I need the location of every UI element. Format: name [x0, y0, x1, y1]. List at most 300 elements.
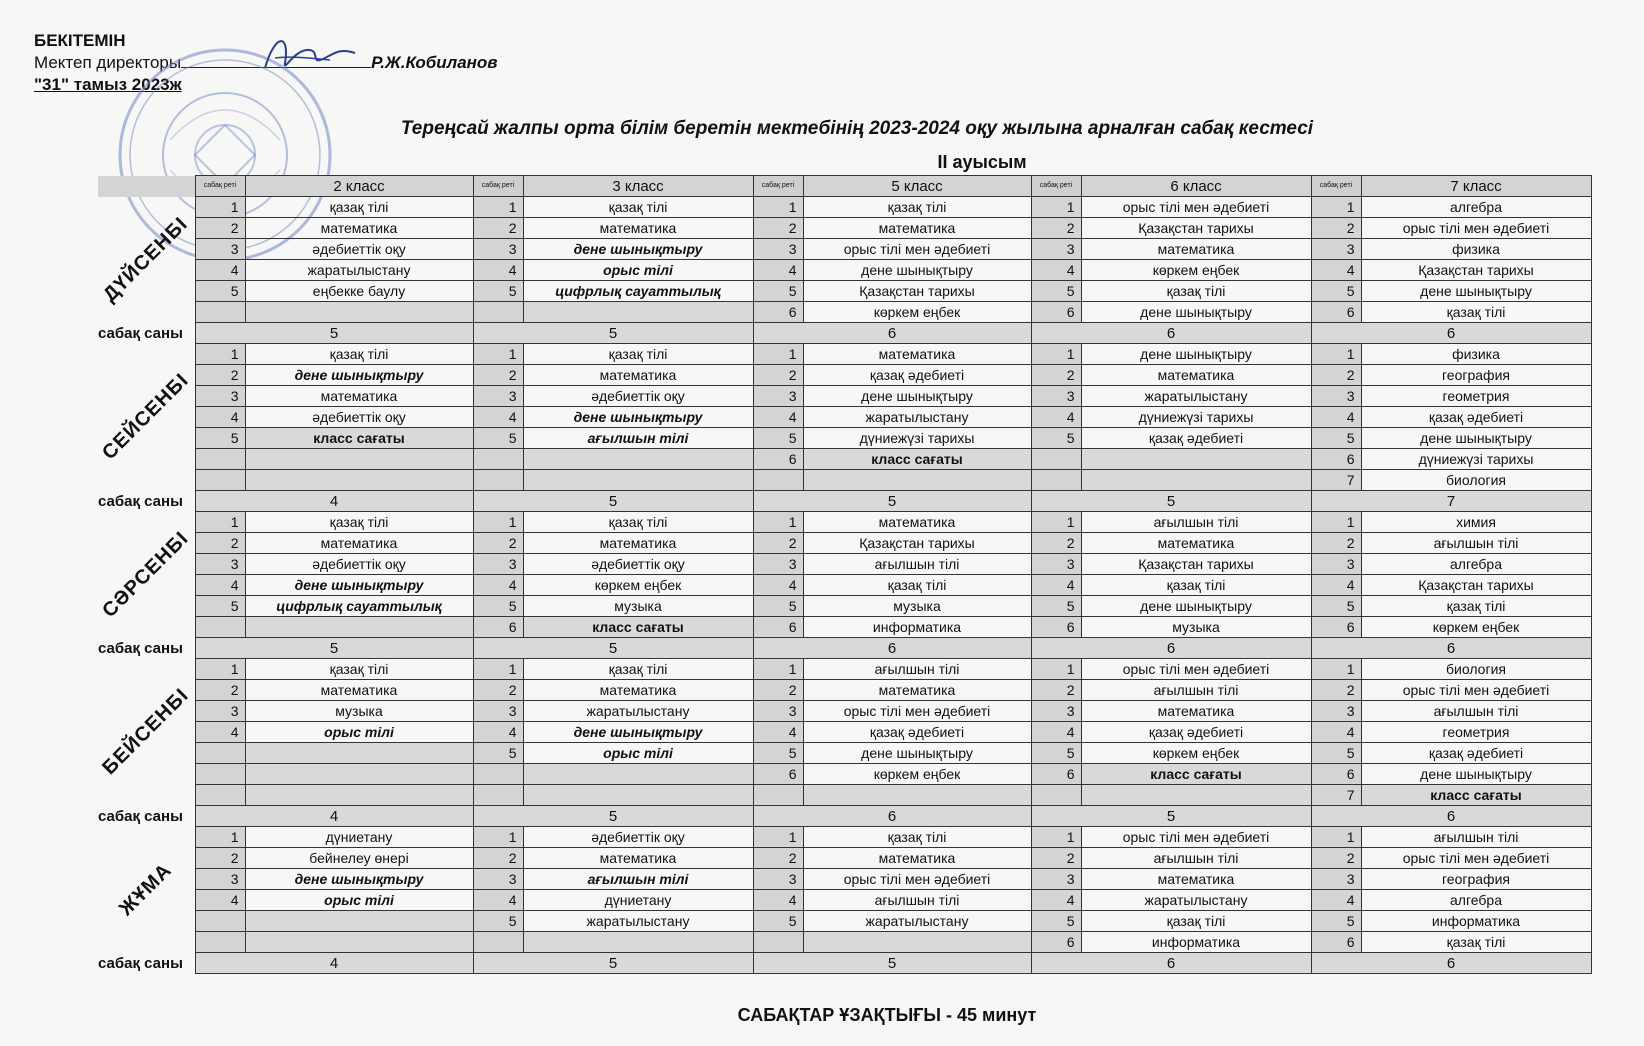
subject-cell: музыка	[245, 701, 473, 722]
lesson-number: 2	[1031, 218, 1081, 239]
subject-cell: Қазақстан тарихы	[1361, 575, 1591, 596]
subject-cell: әдебиеттік оқу	[523, 827, 753, 848]
lesson-number: 3	[195, 239, 245, 260]
lesson-number	[753, 932, 803, 953]
lesson-number: 2	[1031, 848, 1081, 869]
lesson-count: 5	[473, 638, 753, 659]
lesson-number: 5	[753, 743, 803, 764]
lesson-number: 1	[195, 659, 245, 680]
subject-cell: математика	[803, 680, 1031, 701]
lesson-number: 3	[195, 701, 245, 722]
lesson-number: 4	[473, 407, 523, 428]
lesson-order-header: сабақ реті	[753, 176, 803, 197]
lesson-number: 2	[753, 533, 803, 554]
lesson-number: 2	[1311, 533, 1361, 554]
lesson-number: 4	[195, 575, 245, 596]
lesson-number: 4	[1031, 722, 1081, 743]
lesson-number: 3	[1311, 554, 1361, 575]
subject-cell	[1081, 470, 1311, 491]
lesson-count: 6	[1031, 638, 1311, 659]
subject-cell: қазақ тілі	[1361, 302, 1591, 323]
lesson-number: 6	[473, 617, 523, 638]
subject-cell: дене шынықтыру	[245, 869, 473, 890]
subject-cell: бейнелеу өнері	[245, 848, 473, 869]
subject-cell: қазақ әдебиеті	[1081, 428, 1311, 449]
lesson-count: 5	[195, 323, 473, 344]
lesson-number: 2	[195, 848, 245, 869]
lesson-number: 1	[753, 512, 803, 533]
lesson-number: 5	[753, 596, 803, 617]
lesson-number: 4	[753, 722, 803, 743]
lesson-number: 2	[1311, 680, 1361, 701]
subject-cell: ағылшын тілі	[1361, 701, 1591, 722]
lesson-number: 4	[473, 722, 523, 743]
lesson-number: 2	[1311, 218, 1361, 239]
subject-cell	[523, 470, 753, 491]
subject-cell: көркем еңбек	[1081, 260, 1311, 281]
day-label-cell	[98, 827, 195, 953]
lesson-row	[98, 533, 1591, 554]
lesson-number	[473, 470, 523, 491]
lesson-number: 1	[473, 197, 523, 218]
subject-cell: дүниежүзі тарихы	[1361, 449, 1591, 470]
subject-cell: математика	[803, 848, 1031, 869]
lesson-number: 6	[753, 617, 803, 638]
lesson-number: 5	[1031, 743, 1081, 764]
subject-cell: қазақ әдебиеті	[1081, 722, 1311, 743]
lesson-number: 2	[195, 218, 245, 239]
subject-cell: қазақ тілі	[523, 197, 753, 218]
subject-cell: дене шынықтыру	[523, 407, 753, 428]
lesson-row	[98, 869, 1591, 890]
lesson-count: 6	[753, 638, 1031, 659]
lesson-number: 2	[473, 218, 523, 239]
lesson-number: 4	[473, 575, 523, 596]
lesson-row	[98, 428, 1591, 449]
subject-cell: Қазақстан тарихы	[1081, 554, 1311, 575]
lesson-number: 3	[1311, 386, 1361, 407]
lesson-number: 2	[753, 848, 803, 869]
lesson-number: 3	[195, 554, 245, 575]
lesson-number	[195, 911, 245, 932]
subject-cell: орыс тілі	[523, 743, 753, 764]
subject-cell: математика	[803, 344, 1031, 365]
lesson-number: 5	[1031, 911, 1081, 932]
lesson-number: 1	[1031, 827, 1081, 848]
schedule-table	[98, 175, 1592, 974]
subject-cell: орыс тілі мен әдебиеті	[1081, 827, 1311, 848]
lesson-row	[98, 617, 1591, 638]
subject-cell	[245, 449, 473, 470]
lesson-number	[753, 470, 803, 491]
lesson-row	[98, 890, 1591, 911]
lesson-number: 5	[753, 911, 803, 932]
lesson-number: 7	[1311, 470, 1361, 491]
subject-cell: дүниетану	[245, 827, 473, 848]
subject-cell	[245, 911, 473, 932]
lesson-count-row	[98, 638, 1591, 659]
subject-cell: қазақ тілі	[523, 512, 753, 533]
lesson-number: 5	[473, 281, 523, 302]
lesson-count: 5	[753, 953, 1031, 974]
subject-cell: информатика	[1361, 911, 1591, 932]
subject-cell: дене шынықтыру	[1361, 428, 1591, 449]
lesson-number	[195, 764, 245, 785]
lesson-number: 4	[1311, 890, 1361, 911]
subject-cell: орыс тілі	[245, 890, 473, 911]
lesson-number: 4	[473, 890, 523, 911]
lesson-row	[98, 260, 1591, 281]
lesson-number: 6	[1031, 302, 1081, 323]
subject-cell: орыс тілі мен әдебиеті	[803, 701, 1031, 722]
lesson-number: 2	[1031, 680, 1081, 701]
subject-cell: қазақ тілі	[803, 197, 1031, 218]
subject-cell: қазақ тілі	[245, 344, 473, 365]
subject-cell: қазақ тілі	[523, 344, 753, 365]
lesson-number: 6	[1031, 617, 1081, 638]
lesson-number: 5	[1031, 596, 1081, 617]
lesson-number: 5	[1311, 281, 1361, 302]
lesson-count: 5	[473, 806, 753, 827]
subject-cell: көркем еңбек	[523, 575, 753, 596]
subject-cell: дене шынықтыру	[1081, 302, 1311, 323]
lesson-row	[98, 827, 1591, 848]
lesson-number: 4	[1311, 722, 1361, 743]
subject-cell: орыс тілі	[523, 260, 753, 281]
subject-cell: көркем еңбек	[1081, 743, 1311, 764]
lesson-number: 3	[195, 869, 245, 890]
subject-cell: география	[1361, 365, 1591, 386]
subject-cell	[523, 449, 753, 470]
lesson-number	[1031, 449, 1081, 470]
lesson-number: 3	[473, 386, 523, 407]
lesson-row	[98, 218, 1591, 239]
lesson-number: 2	[753, 365, 803, 386]
lesson-number: 3	[1031, 869, 1081, 890]
subject-cell: орыс тілі мен әдебиеті	[803, 239, 1031, 260]
subject-cell: қазақ тілі	[1361, 932, 1591, 953]
lesson-count-row	[98, 323, 1591, 344]
director-signature	[255, 28, 365, 83]
lesson-number: 2	[1031, 533, 1081, 554]
subject-cell: математика	[523, 218, 753, 239]
subject-cell: дүниетану	[523, 890, 753, 911]
shift-label: ІІ ауысым	[937, 152, 1027, 172]
subject-cell: қазақ әдебиеті	[803, 365, 1031, 386]
subject-cell: қазақ әдебиеті	[1361, 743, 1591, 764]
lesson-number: 1	[753, 659, 803, 680]
lesson-number: 2	[1311, 848, 1361, 869]
subject-cell: математика	[523, 365, 753, 386]
subject-cell: жаратылыстану	[1081, 890, 1311, 911]
lesson-number: 5	[1311, 911, 1361, 932]
subject-cell: орыс тілі мен әдебиеті	[1361, 680, 1591, 701]
subject-cell: жаратылыстану	[1081, 386, 1311, 407]
subject-cell: әдебиеттік оқу	[245, 407, 473, 428]
lesson-number: 4	[1031, 575, 1081, 596]
subject-cell: қазақ тілі	[245, 659, 473, 680]
subject-cell	[245, 785, 473, 806]
lesson-number	[195, 743, 245, 764]
lesson-count: 7	[1311, 491, 1591, 512]
lesson-number: 3	[1031, 701, 1081, 722]
day-label-cell	[98, 197, 195, 323]
lesson-duration-footer: САБАҚТАР ҰЗАҚТЫҒЫ - 45 минут	[737, 1005, 1037, 1025]
subject-cell: музыка	[1081, 617, 1311, 638]
lesson-row	[98, 785, 1591, 806]
subject-cell: қазақ тілі	[245, 197, 473, 218]
header-corner	[98, 176, 195, 197]
lesson-number: 1	[1031, 659, 1081, 680]
lesson-number: 1	[1311, 659, 1361, 680]
subject-cell	[245, 932, 473, 953]
subject-cell: дене шынықтыру	[803, 743, 1031, 764]
lesson-number: 5	[473, 428, 523, 449]
subject-cell: жаратылыстану	[523, 911, 753, 932]
lesson-number: 2	[1031, 365, 1081, 386]
subject-cell: орыс тілі	[245, 722, 473, 743]
lesson-number: 1	[1311, 197, 1361, 218]
approval-heading: БЕКІТЕМІН	[34, 31, 126, 50]
lesson-number: 6	[1311, 932, 1361, 953]
lesson-number	[473, 302, 523, 323]
subject-cell: класс сағаты	[523, 617, 753, 638]
subject-cell	[803, 785, 1031, 806]
lesson-number: 4	[1311, 407, 1361, 428]
subject-cell	[245, 743, 473, 764]
lesson-number: 1	[1031, 197, 1081, 218]
lesson-count: 6	[1311, 323, 1591, 344]
lesson-count: 5	[195, 638, 473, 659]
lesson-order-header: сабақ реті	[1311, 176, 1361, 197]
subject-cell	[803, 470, 1031, 491]
subject-cell: математика	[523, 533, 753, 554]
lesson-number: 5	[753, 428, 803, 449]
subject-cell: ағылшын тілі	[803, 659, 1031, 680]
lesson-number: 2	[195, 680, 245, 701]
lesson-number: 5	[473, 911, 523, 932]
lesson-number: 1	[753, 344, 803, 365]
lesson-number	[195, 470, 245, 491]
subject-cell: көркем еңбек	[803, 302, 1031, 323]
lesson-row	[98, 701, 1591, 722]
lesson-count-label: сабақ саны	[98, 324, 183, 342]
lesson-row	[98, 365, 1591, 386]
lesson-number	[195, 785, 245, 806]
lesson-order-header: сабақ реті	[195, 176, 245, 197]
lesson-number: 1	[195, 344, 245, 365]
director-name: Р.Ж.Кобиланов	[371, 53, 498, 72]
subject-cell: математика	[245, 680, 473, 701]
subject-cell: дене шынықтыру	[523, 239, 753, 260]
lesson-number: 1	[1311, 512, 1361, 533]
subject-cell: математика	[245, 533, 473, 554]
lesson-number: 3	[753, 239, 803, 260]
subject-cell	[1081, 785, 1311, 806]
lesson-row	[98, 764, 1591, 785]
subject-cell	[803, 932, 1031, 953]
lesson-number: 6	[1311, 449, 1361, 470]
subject-cell: Қазақстан тарихы	[803, 533, 1031, 554]
subject-cell: алгебра	[1361, 554, 1591, 575]
subject-cell: қазақ тілі	[803, 827, 1031, 848]
lesson-number: 5	[1031, 281, 1081, 302]
subject-cell: цифрлық сауаттылық	[523, 281, 753, 302]
subject-cell: орыс тілі мен әдебиеті	[1361, 218, 1591, 239]
lesson-number: 1	[1031, 344, 1081, 365]
subject-cell: қазақ тілі	[1081, 575, 1311, 596]
lesson-number: 1	[195, 827, 245, 848]
subject-cell: ағылшын тілі	[1081, 680, 1311, 701]
lesson-row	[98, 743, 1591, 764]
lesson-row	[98, 281, 1591, 302]
lesson-number: 1	[753, 197, 803, 218]
lesson-number: 2	[473, 680, 523, 701]
day-name: ДҮЙСЕНБІ	[99, 212, 193, 306]
lesson-count: 6	[753, 806, 1031, 827]
lesson-number: 4	[195, 260, 245, 281]
subject-cell: әдебиеттік оқу	[523, 554, 753, 575]
subject-cell: ағылшын тілі	[523, 428, 753, 449]
subject-cell: жаратылыстану	[803, 911, 1031, 932]
approval-date: "31" тамыз 2023ж	[34, 75, 182, 94]
subject-cell: қазақ тілі	[1361, 596, 1591, 617]
subject-cell: дене шынықтыру	[1361, 281, 1591, 302]
lesson-row	[98, 344, 1591, 365]
subject-cell: қазақ тілі	[1081, 281, 1311, 302]
lesson-count-label: сабақ саны	[98, 807, 183, 825]
lesson-number: 3	[473, 554, 523, 575]
lesson-number: 4	[1311, 575, 1361, 596]
lesson-number: 2	[1311, 365, 1361, 386]
lesson-number: 4	[1031, 407, 1081, 428]
lesson-number: 5	[1311, 743, 1361, 764]
subject-cell: дене шынықтыру	[1361, 764, 1591, 785]
subject-cell: цифрлық сауаттылық	[245, 596, 473, 617]
lesson-number: 4	[753, 260, 803, 281]
lesson-count: 6	[1311, 806, 1591, 827]
lesson-number: 4	[753, 575, 803, 596]
subject-cell: дене шынықтыру	[245, 365, 473, 386]
lesson-number: 2	[753, 680, 803, 701]
subject-cell: информатика	[803, 617, 1031, 638]
day-label-cell	[98, 512, 195, 638]
subject-cell: алгебра	[1361, 890, 1591, 911]
lesson-row	[98, 554, 1591, 575]
subject-cell: қазақ тілі	[803, 575, 1031, 596]
subject-cell: орыс тілі мен әдебиеті	[1081, 197, 1311, 218]
lesson-count: 6	[1031, 953, 1311, 974]
lesson-count: 5	[1031, 491, 1311, 512]
subject-cell: әдебиеттік оқу	[245, 554, 473, 575]
lesson-number: 3	[1311, 239, 1361, 260]
lesson-number: 3	[753, 554, 803, 575]
lesson-count-row	[98, 491, 1591, 512]
lesson-number: 5	[473, 596, 523, 617]
subject-cell	[245, 470, 473, 491]
lesson-row	[98, 596, 1591, 617]
class-header: 5 класс	[803, 176, 1031, 197]
lesson-count: 6	[1311, 638, 1591, 659]
lesson-row	[98, 512, 1591, 533]
subject-cell: ағылшын тілі	[1361, 827, 1591, 848]
lesson-number: 4	[753, 890, 803, 911]
lesson-count: 4	[195, 806, 473, 827]
subject-cell: ағылшын тілі	[523, 869, 753, 890]
subject-cell: класс сағаты	[1081, 764, 1311, 785]
lesson-count: 5	[473, 323, 753, 344]
lesson-number: 5	[195, 596, 245, 617]
class-header: 2 класс	[245, 176, 473, 197]
subject-cell: дене шынықтыру	[1081, 344, 1311, 365]
subject-cell	[523, 302, 753, 323]
lesson-number: 4	[195, 722, 245, 743]
subject-cell: ағылшын тілі	[1361, 533, 1591, 554]
lesson-number: 2	[753, 218, 803, 239]
lesson-count: 6	[753, 323, 1031, 344]
lesson-count: 5	[1031, 806, 1311, 827]
subject-cell: орыс тілі мен әдебиеті	[803, 869, 1031, 890]
subject-cell: дене шынықтыру	[803, 386, 1031, 407]
lesson-count: 6	[1031, 323, 1311, 344]
day-label-cell	[98, 344, 195, 491]
lesson-number: 6	[753, 449, 803, 470]
lesson-order-header: сабақ реті	[473, 176, 523, 197]
page-title: Тереңсай жалпы орта білім беретін мектебінің 2023-2024 оқу жылына арналған сабақ кестесі	[400, 118, 1314, 139]
lesson-row	[98, 197, 1591, 218]
subject-cell	[245, 302, 473, 323]
subject-cell: Қазақстан тарихы	[1361, 260, 1591, 281]
lesson-number: 4	[1311, 260, 1361, 281]
subject-cell: орыс тілі мен әдебиеті	[1081, 659, 1311, 680]
lesson-number: 1	[1031, 512, 1081, 533]
subject-cell: Қазақстан тарихы	[803, 281, 1031, 302]
subject-cell: дүниежүзі тарихы	[1081, 407, 1311, 428]
subject-cell: дене шынықтыру	[803, 260, 1031, 281]
subject-cell: геометрия	[1361, 386, 1591, 407]
lesson-number: 4	[195, 890, 245, 911]
subject-cell: биология	[1361, 659, 1591, 680]
lesson-number: 2	[195, 533, 245, 554]
lesson-count: 4	[195, 953, 473, 974]
lesson-number: 1	[473, 659, 523, 680]
lesson-number: 1	[473, 344, 523, 365]
subject-cell: әдебиеттік оқу	[245, 239, 473, 260]
lesson-number: 2	[473, 848, 523, 869]
lesson-count: 4	[195, 491, 473, 512]
lesson-number: 1	[473, 512, 523, 533]
lesson-number: 3	[1031, 554, 1081, 575]
lesson-number: 1	[195, 197, 245, 218]
lesson-number: 5	[1311, 428, 1361, 449]
lesson-count: 6	[1311, 953, 1591, 974]
subject-cell	[523, 932, 753, 953]
lesson-number: 1	[473, 827, 523, 848]
subject-cell: информатика	[1081, 932, 1311, 953]
subject-cell: дүниежүзі тарихы	[803, 428, 1031, 449]
lesson-count-row	[98, 953, 1591, 974]
lesson-number: 5	[1031, 428, 1081, 449]
subject-cell: көркем еңбек	[803, 764, 1031, 785]
subject-cell: Қазақстан тарихы	[1081, 218, 1311, 239]
lesson-number	[195, 617, 245, 638]
day-name: ЖҰМА	[115, 858, 177, 920]
lesson-number	[473, 785, 523, 806]
subject-cell: физика	[1361, 239, 1591, 260]
subject-cell: жаратылыстану	[523, 701, 753, 722]
subject-cell: көркем еңбек	[1361, 617, 1591, 638]
lesson-number: 1	[1311, 344, 1361, 365]
